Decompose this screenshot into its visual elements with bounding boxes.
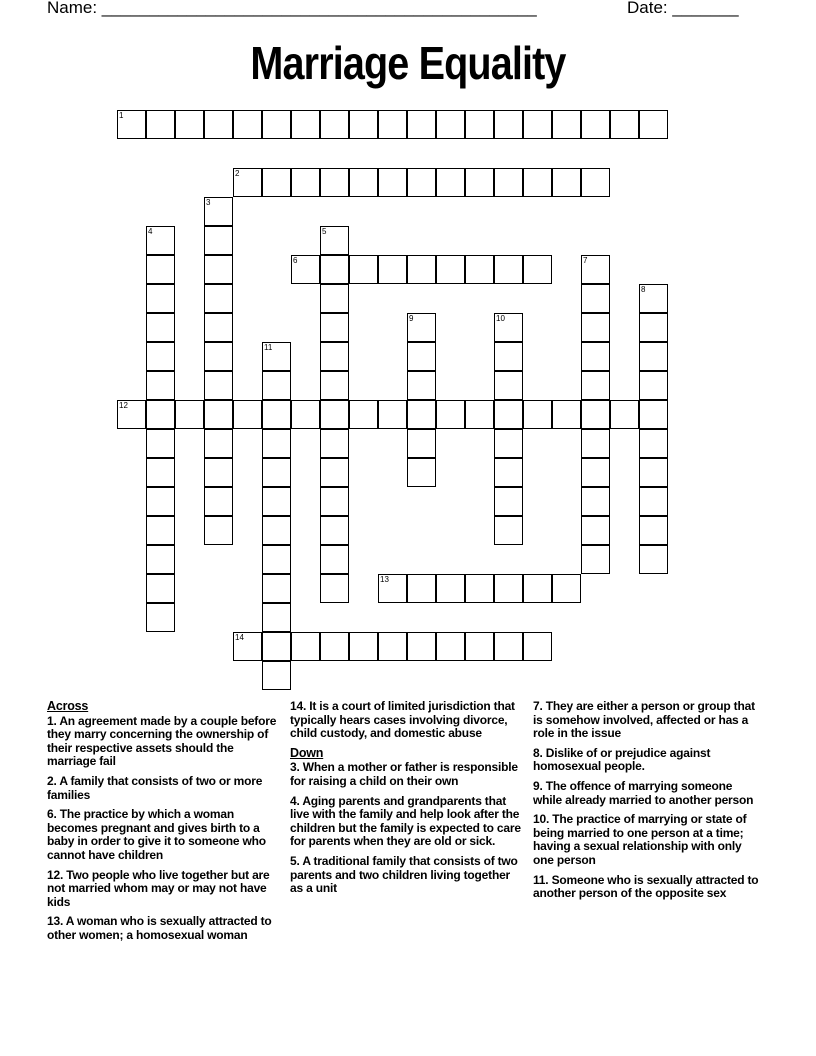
grid-cell[interactable] (262, 342, 291, 371)
clue-number: 9 (409, 314, 414, 323)
grid-cell[interactable] (291, 400, 320, 429)
grid-cell[interactable] (552, 110, 581, 139)
grid-cell[interactable] (436, 632, 465, 661)
grid-cell[interactable] (581, 255, 610, 284)
grid-cell[interactable] (581, 458, 610, 487)
clue-number: 12 (119, 401, 128, 410)
clue-number: 11 (264, 343, 273, 352)
grid-cell[interactable] (494, 110, 523, 139)
clue-across-13: 13. A woman who is sexually attracted to other women; a homosexual woman (47, 914, 272, 942)
clue-down-3: 3. When a mother or father is responsible for raising a child on their own (290, 760, 518, 788)
clue-across-2: 2. A family that consists of two or more families (47, 773, 263, 802)
grid-cell[interactable] (320, 313, 349, 342)
grid-cell[interactable] (494, 168, 523, 197)
grid-cell[interactable] (407, 110, 436, 139)
grid-cell[interactable] (581, 400, 610, 429)
grid-cell[interactable] (407, 429, 436, 458)
grid-cell[interactable] (320, 284, 349, 313)
grid-cell[interactable] (320, 458, 349, 487)
grid-cell[interactable] (581, 284, 610, 313)
grid-cell[interactable] (494, 400, 523, 429)
grid-cell[interactable] (378, 168, 407, 197)
clues-column-2 (290, 700, 522, 902)
grid-cell[interactable] (639, 110, 668, 139)
down-heading: Down (290, 745, 324, 760)
grid-cell[interactable] (146, 516, 175, 545)
grid-cell[interactable] (262, 603, 291, 632)
grid-cell[interactable] (146, 603, 175, 632)
grid-cell[interactable] (233, 632, 262, 661)
grid-cell[interactable] (262, 632, 291, 661)
grid-cell[interactable] (639, 545, 668, 574)
grid-cell[interactable] (204, 400, 233, 429)
grid-cell[interactable] (494, 516, 523, 545)
clue-number: 5 (322, 227, 327, 236)
grid-cell[interactable] (523, 400, 552, 429)
grid-cell[interactable] (204, 284, 233, 313)
clue-across-14: 14. It is a court of limited jurisdiction that typically hears cases involving divorce, child custody, and domestic abuse (290, 699, 515, 741)
clue-across-12: 12. Two people who live together but are not married whom may or may not have kids (47, 867, 270, 909)
grid-cell[interactable] (320, 574, 349, 603)
clue-number: 8 (641, 285, 646, 294)
grid-cell[interactable] (349, 400, 378, 429)
grid-cell[interactable] (320, 255, 349, 284)
clue-number: 2 (235, 169, 240, 178)
grid-cell[interactable] (523, 168, 552, 197)
grid-cell[interactable] (262, 168, 291, 197)
grid-cell[interactable] (320, 342, 349, 371)
grid-cell[interactable] (639, 487, 668, 516)
across-heading: Across (47, 699, 89, 713)
grid-cell[interactable] (378, 632, 407, 661)
grid-cell[interactable] (146, 545, 175, 574)
grid-cell[interactable] (291, 110, 320, 139)
grid-cell[interactable] (320, 400, 349, 429)
grid-cell[interactable] (262, 429, 291, 458)
grid-cell[interactable] (494, 313, 523, 342)
grid-cell[interactable] (320, 110, 349, 139)
grid-cell[interactable] (407, 400, 436, 429)
clue-number: 10 (496, 314, 505, 323)
grid-cell[interactable] (523, 255, 552, 284)
grid-cell[interactable] (204, 458, 233, 487)
grid-cell[interactable] (320, 545, 349, 574)
grid-cell[interactable] (436, 400, 465, 429)
grid-cell[interactable] (204, 342, 233, 371)
page-title: Marriage Equality (250, 37, 566, 89)
grid-cell[interactable] (610, 110, 639, 139)
grid-cell[interactable] (146, 574, 175, 603)
grid-cell[interactable] (378, 400, 407, 429)
grid-cell[interactable] (233, 168, 262, 197)
grid-cell[interactable] (146, 342, 175, 371)
grid-cell[interactable] (378, 110, 407, 139)
grid-cell[interactable] (262, 574, 291, 603)
grid-cell[interactable] (349, 255, 378, 284)
date-field-label[interactable]: Date: _______ (627, 0, 739, 17)
grid-cell[interactable] (262, 371, 291, 400)
grid-cell[interactable] (407, 371, 436, 400)
clue-number: 3 (206, 198, 211, 207)
grid-cell[interactable] (407, 458, 436, 487)
grid-cell[interactable] (465, 255, 494, 284)
grid-cell[interactable] (204, 197, 233, 226)
grid-cell[interactable] (465, 110, 494, 139)
grid-cell[interactable] (175, 400, 204, 429)
grid-cell[interactable] (204, 516, 233, 545)
clue-number: 14 (235, 633, 244, 642)
grid-cell[interactable] (146, 458, 175, 487)
grid-cell[interactable] (552, 574, 581, 603)
grid-cell[interactable] (465, 574, 494, 603)
grid-cell[interactable] (262, 110, 291, 139)
grid-cell[interactable] (146, 429, 175, 458)
grid-cell[interactable] (436, 255, 465, 284)
clue-down-11: 11. Someone who is sexually attracted to another person of the opposite sex (533, 872, 759, 901)
grid-cell[interactable] (291, 255, 320, 284)
grid-cell[interactable] (320, 516, 349, 545)
grid-cell[interactable] (204, 371, 233, 400)
grid-cell[interactable] (407, 168, 436, 197)
grid-cell[interactable] (436, 110, 465, 139)
grid-cell[interactable] (146, 284, 175, 313)
grid-cell[interactable] (581, 168, 610, 197)
clue-number: 6 (293, 256, 298, 265)
grid-cell[interactable] (320, 487, 349, 516)
clue-down-4: 4. Aging parents and grandparents that live with the family and help look after the children but the family is expected to care for parents when they are old or sick. (290, 793, 521, 849)
grid-cell[interactable] (204, 313, 233, 342)
grid-cell[interactable] (639, 371, 668, 400)
clue-number: 4 (148, 227, 153, 236)
grid-cell[interactable] (320, 632, 349, 661)
clues-column-1 (47, 700, 279, 949)
grid-cell[interactable] (552, 168, 581, 197)
grid-cell[interactable] (639, 516, 668, 545)
grid-cell[interactable] (291, 632, 320, 661)
grid-cell[interactable] (407, 255, 436, 284)
grid-cell[interactable] (494, 574, 523, 603)
grid-cell[interactable] (581, 313, 610, 342)
grid-cell[interactable] (378, 255, 407, 284)
grid-cell[interactable] (262, 400, 291, 429)
clue-down-9: 9. The offence of marrying someone while already married to another person (533, 778, 754, 807)
grid-cell[interactable] (349, 632, 378, 661)
grid-cell[interactable] (523, 574, 552, 603)
grid-cell[interactable] (465, 400, 494, 429)
clue-down-7: 7. They are either a person or group that is somehow involved, affected or has a role in the issue (533, 699, 755, 741)
clues-column-3 (533, 700, 761, 907)
grid-cell[interactable] (581, 429, 610, 458)
grid-cell[interactable] (407, 574, 436, 603)
grid-cell[interactable] (494, 255, 523, 284)
grid-cell[interactable] (320, 168, 349, 197)
grid-cell[interactable] (349, 168, 378, 197)
clue-down-10: 10. The practice of marrying or state of being married to one person at a time; having a sexual relationship with only one person (533, 812, 747, 867)
grid-cell[interactable] (610, 400, 639, 429)
grid-cell[interactable] (465, 168, 494, 197)
clue-number: 7 (583, 256, 588, 265)
grid-cell[interactable] (639, 400, 668, 429)
grid-cell[interactable] (146, 313, 175, 342)
clue-number: 1 (119, 111, 124, 120)
grid-cell[interactable] (291, 168, 320, 197)
grid-cell[interactable] (436, 168, 465, 197)
grid-cell[interactable] (465, 632, 494, 661)
clue-number: 13 (380, 575, 389, 584)
grid-cell[interactable] (494, 632, 523, 661)
clue-down-8: 8. Dislike of or prejudice against homosexual people. (533, 745, 711, 774)
grid-cell[interactable] (581, 516, 610, 545)
grid-cell[interactable] (146, 110, 175, 139)
grid-cell[interactable] (204, 255, 233, 284)
grid-cell[interactable] (494, 371, 523, 400)
grid-cell[interactable] (262, 545, 291, 574)
grid-cell[interactable] (262, 458, 291, 487)
grid-cell[interactable] (320, 371, 349, 400)
grid-cell[interactable] (204, 429, 233, 458)
grid-cell[interactable] (262, 516, 291, 545)
grid-cell[interactable] (581, 371, 610, 400)
grid-cell[interactable] (320, 429, 349, 458)
grid-cell[interactable] (494, 487, 523, 516)
grid-cell[interactable] (552, 400, 581, 429)
grid-cell[interactable] (581, 487, 610, 516)
clue-across-1: 1. An agreement made by a couple before they marry concerning the ownership of their respective assets should the marriage fail (47, 713, 277, 769)
grid-cell[interactable] (581, 545, 610, 574)
grid-cell[interactable] (117, 110, 146, 139)
grid-cell[interactable] (146, 487, 175, 516)
grid-cell[interactable] (494, 429, 523, 458)
clue-down-5: 5. A traditional family that consists of two parents and two children living together as a unit (290, 853, 518, 896)
grid-cell[interactable] (204, 110, 233, 139)
grid-cell[interactable] (494, 458, 523, 487)
grid-cell[interactable] (581, 342, 610, 371)
grid-cell[interactable] (233, 110, 262, 139)
grid-cell[interactable] (146, 226, 175, 255)
grid-cell[interactable] (262, 661, 291, 690)
grid-cell[interactable] (494, 342, 523, 371)
grid-cell[interactable] (320, 226, 349, 255)
grid-cell[interactable] (639, 284, 668, 313)
grid-cell[interactable] (523, 110, 552, 139)
name-field-label[interactable]: Name: ______________________________________________ (47, 0, 537, 17)
grid-cell[interactable] (175, 110, 204, 139)
grid-cell[interactable] (233, 400, 262, 429)
grid-cell[interactable] (407, 342, 436, 371)
grid-cell[interactable] (407, 313, 436, 342)
grid-cell[interactable] (581, 110, 610, 139)
grid-cell[interactable] (349, 110, 378, 139)
grid-cell[interactable] (262, 487, 291, 516)
grid-cell[interactable] (523, 632, 552, 661)
grid-cell[interactable] (146, 371, 175, 400)
grid-cell[interactable] (639, 342, 668, 371)
grid-cell[interactable] (639, 313, 668, 342)
grid-cell[interactable] (146, 400, 175, 429)
grid-cell[interactable] (639, 429, 668, 458)
grid-cell[interactable] (639, 458, 668, 487)
grid-cell[interactable] (407, 632, 436, 661)
grid-cell[interactable] (378, 574, 407, 603)
grid-cell[interactable] (146, 255, 175, 284)
grid-cell[interactable] (204, 487, 233, 516)
grid-cell[interactable] (436, 574, 465, 603)
clue-across-6: 6. The practice by which a woman becomes pregnant and gives birth to a baby in order to give it to someone who cannot have children (47, 807, 266, 862)
grid-cell[interactable] (204, 226, 233, 255)
grid-cell[interactable] (117, 400, 146, 429)
